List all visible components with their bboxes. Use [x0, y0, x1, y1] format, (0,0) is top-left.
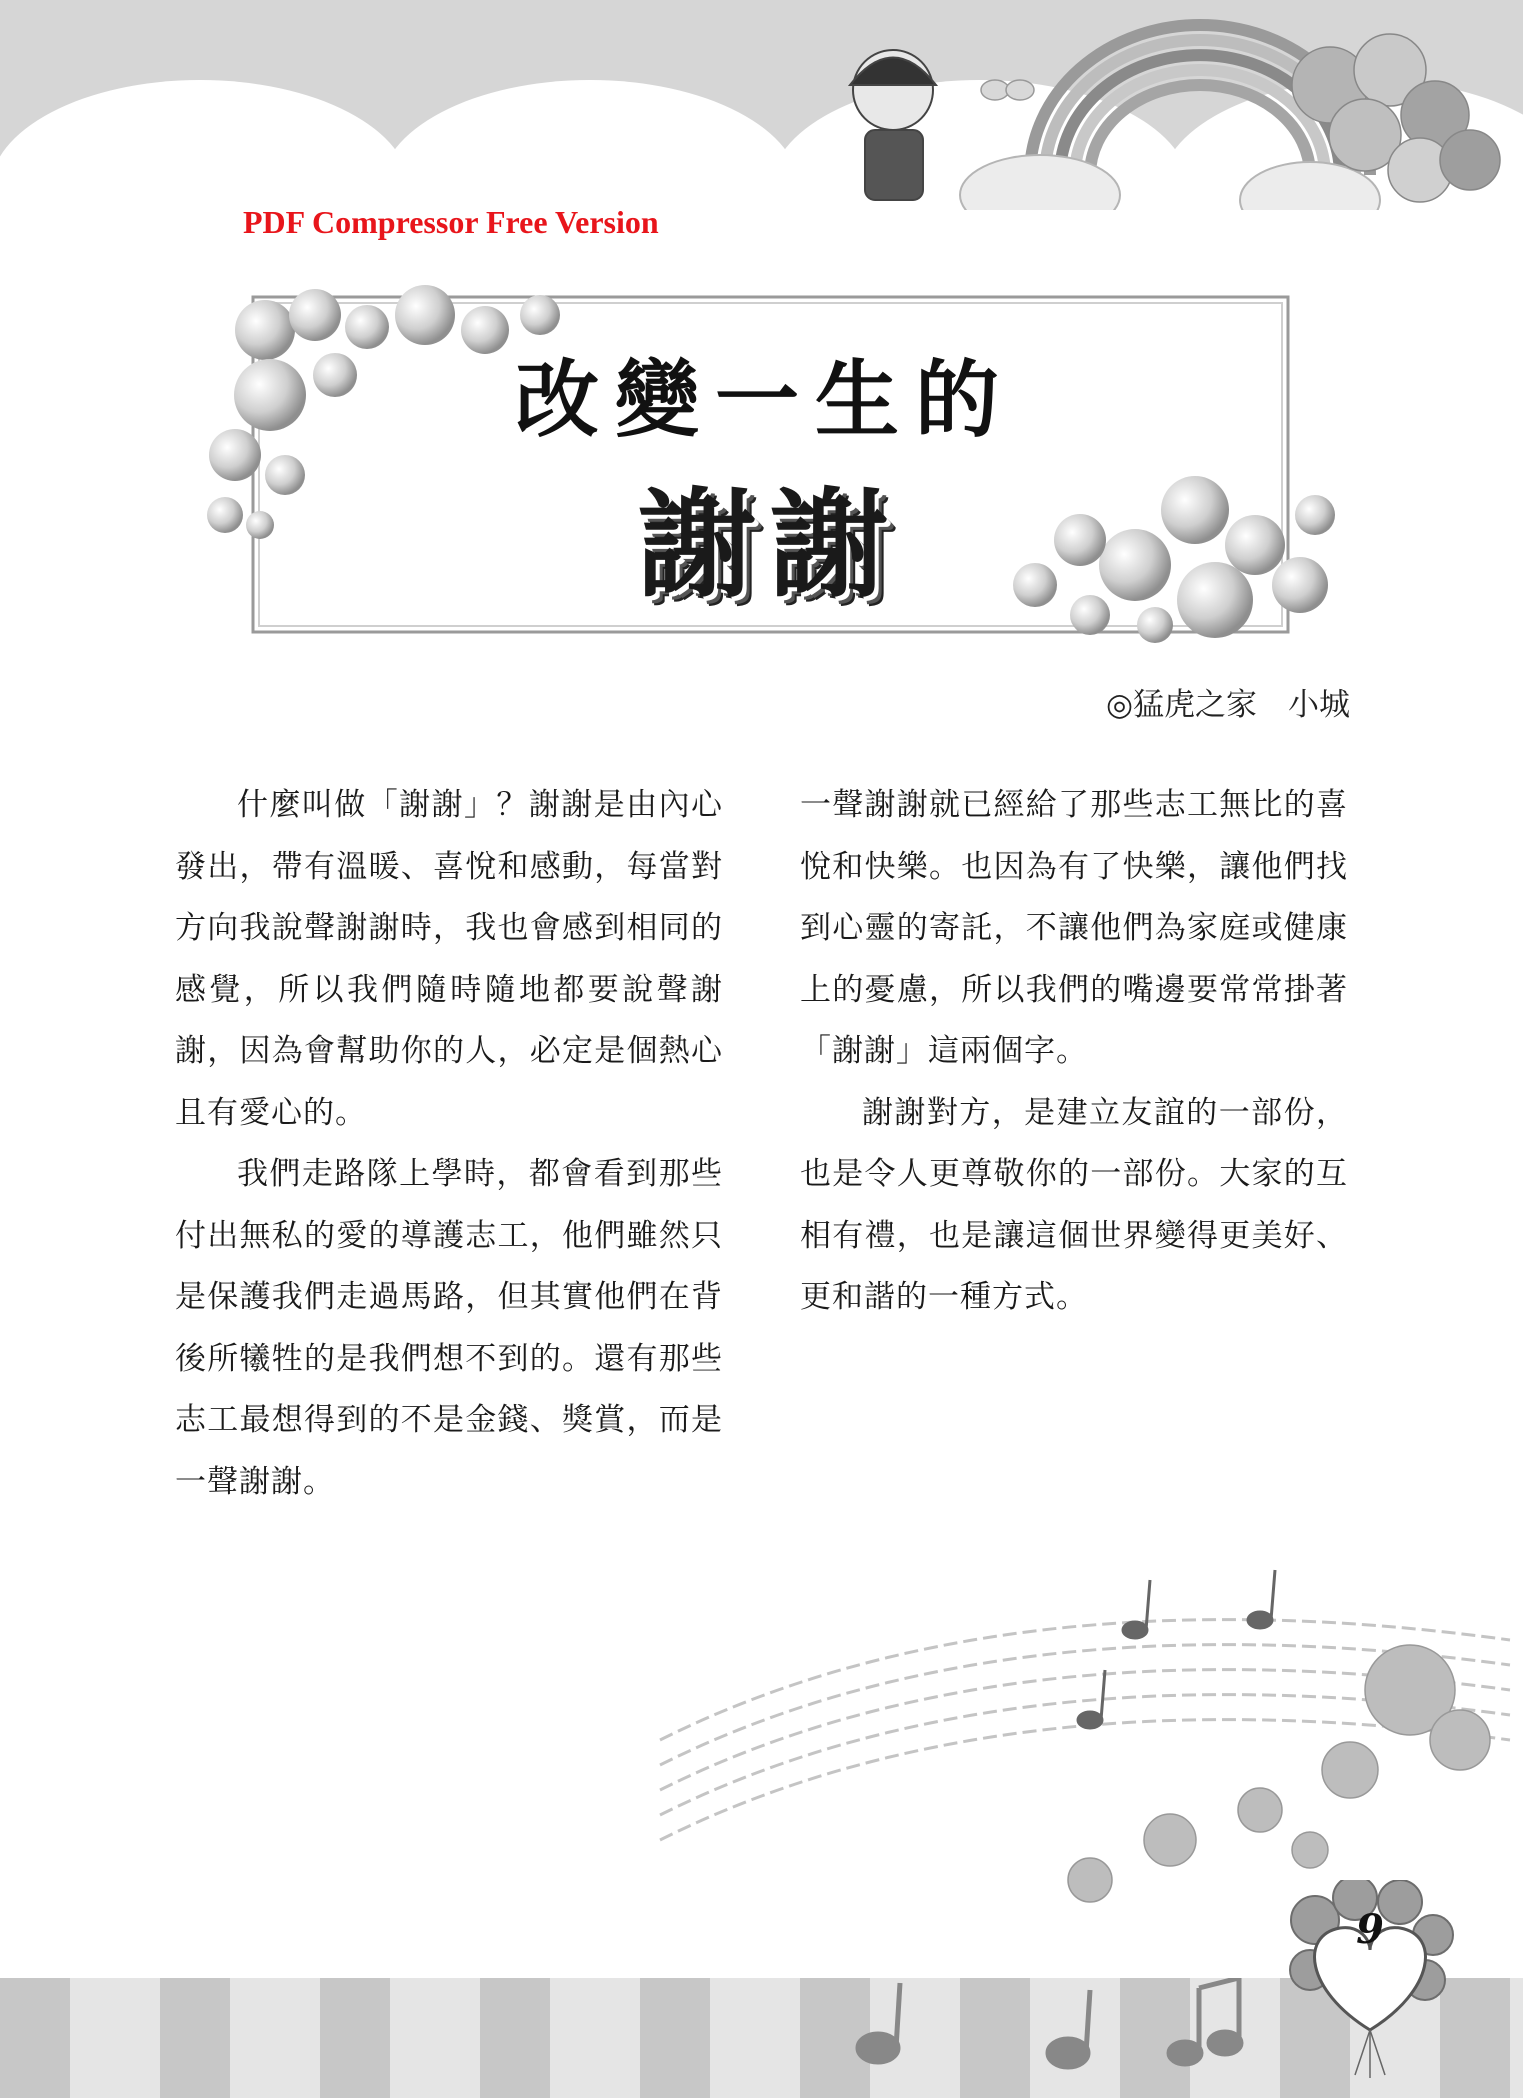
article-title-line1: 改變一生的 [514, 351, 1015, 449]
paragraph: 謝謝對方，是建立友誼的一部份，也是令人更尊敬你的一部份。大家的互相有禮，也是讓這個世界變得更美好、更和諧的一種方式。 [800, 1094, 1348, 1315]
paragraph: 一聲謝謝就已經給了那些志工無比的喜悅和快樂。也因為有了快樂，讓他們找到心靈的寄託，不讓他們為家庭或健康上的憂慮，所以我們的嘴邊要常常掛著「謝謝」這兩個字。 [800, 787, 1348, 1069]
article-column-right [800, 775, 1348, 1329]
top-decorative-banner [0, 0, 1523, 210]
flowers-icon [1068, 1645, 1490, 1902]
watermark-text: PDF Compressor Free Version [243, 204, 659, 240]
music-staff-decoration [650, 1510, 1523, 1910]
paragraph: 什麼叫做「謝謝」？謝謝是由內心發出，帶有溫暖、喜悅和感動，每當對方向我說聲謝謝時，我也會感到相同的感覺，所以我們隨時隨地都要說聲謝謝，因為會幫助你的人，必定是個熱心且有愛心的。 [175, 787, 723, 1131]
article-byline: ◎猛虎之家 小城 [1105, 687, 1350, 723]
article-title-line2: 謝謝 [637, 476, 902, 614]
article-column-left [175, 775, 723, 1513]
page-number: 9 [1356, 1906, 1384, 1953]
paragraph: 我們走路隊上學時，都會看到那些付出無私的愛的導護志工，他們雖然只是保護我們走過馬路，但其實他們在背後所犧牲的是我們想不到的。還有那些志工最想得到的不是金錢、獎賞，而是一聲謝謝。 [175, 1156, 723, 1500]
